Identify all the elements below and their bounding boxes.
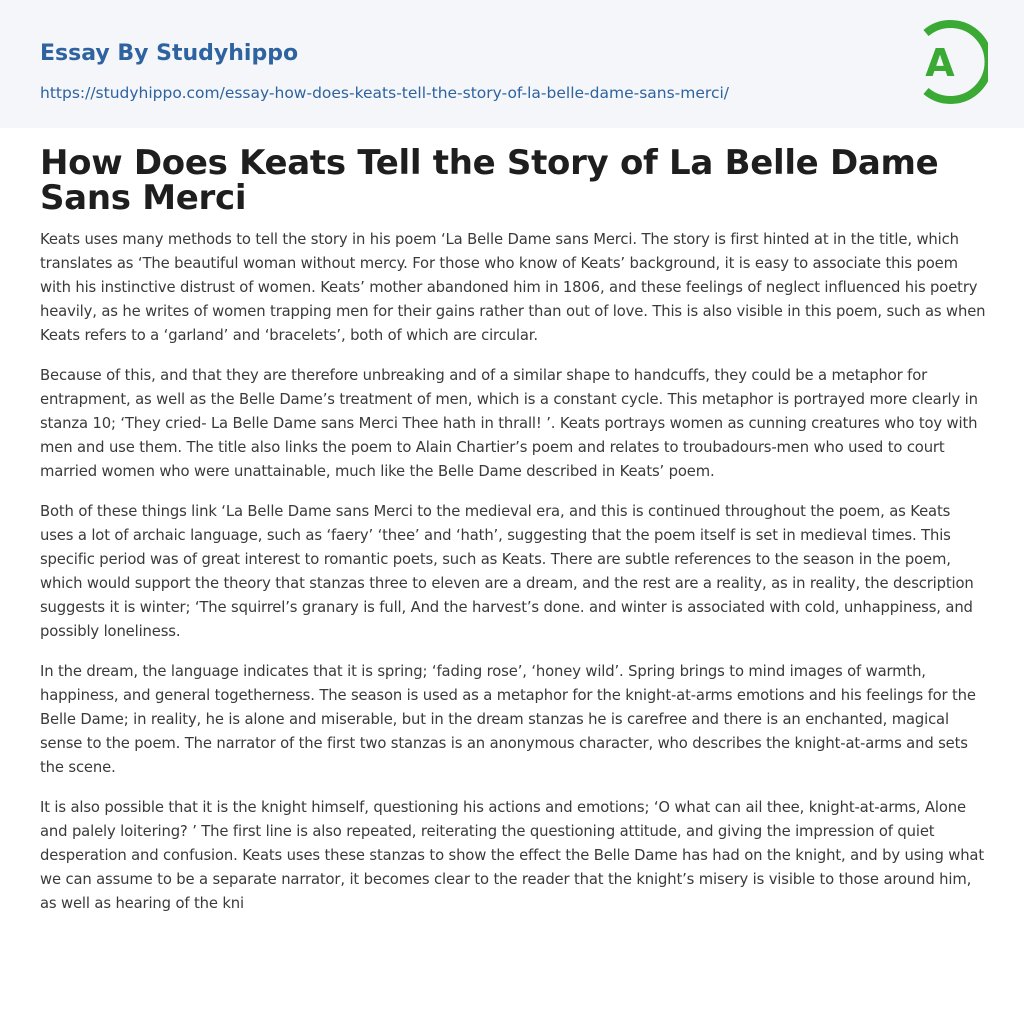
essay-body	[40, 228, 988, 932]
studyhippo-logo-icon[interactable]	[908, 18, 988, 106]
site-brand[interactable]: Essay By Studyhippo	[40, 41, 299, 66]
essay-url-link[interactable]: https://studyhippo.com/essay-how-does-keats-tell-the-story-of-la-belle-dame-sans-merci/	[40, 84, 729, 102]
essay-paragraph-4: In the dream, the language indicates that it is spring; ‘fading rose’, ‘honey wild’. Spring brings to mind images of warmth, happiness, and general togetherness. The season is used as a metaphor for the knight-at-arms emotions and his feelings for the Belle Dame; in reality, he is alone and miserable, but in the dream stanzas he is carefree and there is an enchanted, magical sense to the poem. The narrator of the first two stanzas is an anonymous character, who describes the knight-at-arms and sets the scene.	[40, 663, 976, 776]
essay-paragraph-3: Both of these things link ‘La Belle Dame sans Merci to the medieval era, and this is continued throughout the poem, as Keats uses a lot of archaic language, such as ‘faery’ ‘thee’ and ‘hath’, suggesting that the poem itself is set in medieval times. This specific period was of great interest to romantic poets, such as Keats. There are subtle references to the season in the poem, which would support the theory that stanzas three to eleven are a dream, and the rest are a reality, as in reality, the description suggests it is winter; ‘The squirrel’s granary is full, And the harvest’s done. and winter is associated with cold, unhappiness, and possibly loneliness.	[40, 503, 974, 640]
logo-letter: A	[925, 41, 955, 85]
essay-paragraph-2: Because of this, and that they are therefore unbreaking and of a similar shape to handcuffs, they could be a metaphor for entrapment, as well as the Belle Dame’s treatment of men, which is a constant cycle. This metaphor is portrayed more clearly in stanza 10; ‘They cried- La Belle Dame sans Merci Thee hath in thrall! ’. Keats portrays women as cunning creatures who toy with men and use them. The title also links the poem to Alain Chartier’s poem and relates to troubadours-men who used to court married women who were unattainable, much like the Belle Dame described in Keats’ poem.	[40, 367, 978, 480]
site-header	[0, 0, 1024, 128]
essay-paragraph-1: Keats uses many methods to tell the story in his poem ‘La Belle Dame sans Merci. The story is first hinted at in the title, which translates as ‘The beautiful woman without mercy. For those who know of Keats’ background, it is easy to associate this poem with his instinctive distrust of women. Keats’ mother abandoned him in 1806, and these feelings of neglect influenced his poetry heavily, as he writes of women trapping men for their gains rather than out of love. This is also visible in this poem, such as when Keats refers to a ‘garland’ and ‘bracelets’, both of which are circular.	[40, 231, 986, 344]
essay-title: How Does Keats Tell the Story of La Belle Dame Sans Merci	[40, 143, 939, 218]
essay-paragraph-5: It is also possible that it is the knight himself, questioning his actions and emotions; ‘O what can ail thee, knight-at-arms, Alone and palely loitering? ’ The first line is also repeated, reiterating the questioning attitude, and giving the impression of quiet desperation and confusion. Keats uses these stanzas to show the effect the Belle Dame has had on the knight, and by using what we can assume to be a separate narrator, it becomes clear to the reader that the knight’s misery is visible to those around him, as well as hearing of the kni	[40, 799, 984, 912]
